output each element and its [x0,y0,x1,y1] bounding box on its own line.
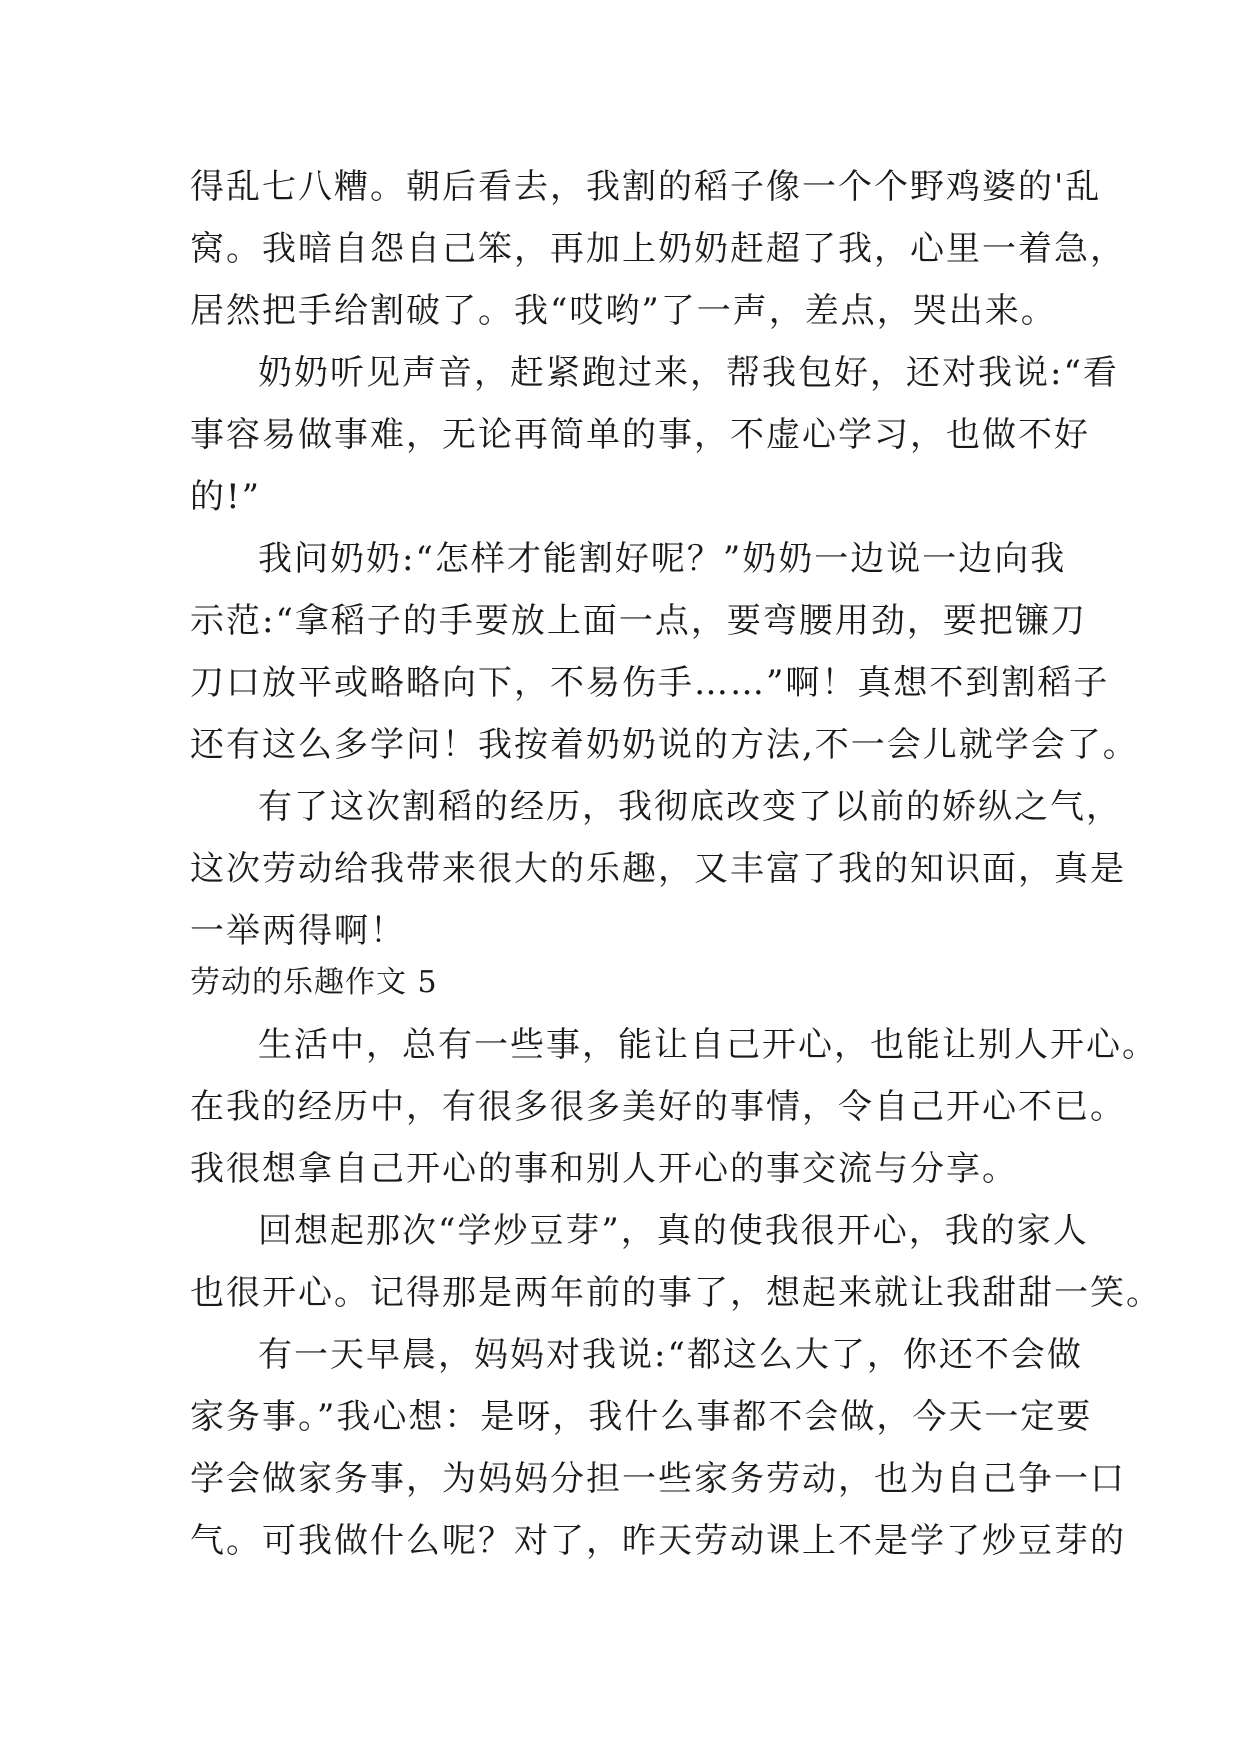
text-line: 一举两得啊！ [190,911,406,951]
text-line: 居然把手给割破了。我“哎哟”了一声，差点，哭出来。 [190,291,1057,331]
text-line: 这次劳动给我带来很大的乐趣，又丰富了我的知识面，真是 [190,849,1126,889]
text-line: 窝。我暗自怨自己笨，再加上奶奶赶超了我，心里一着急， [190,229,1126,269]
text-line: 有一天早晨，妈妈对我说:“都这么大了，你还不会做 [258,1335,1083,1375]
text-line: 学会做家务事，为妈妈分担一些家务劳动，也为自己争一口 [190,1459,1126,1499]
text-line: 也很开心。记得那是两年前的事了，想起来就让我甜甜一笑。 [190,1273,1162,1313]
text-line: 我问奶奶:“怎样才能割好呢？”奶奶一边说一边向我 [258,539,1067,579]
text-line: 在我的经历中，有很多很多美好的事情，令自己开心不已。 [190,1087,1126,1127]
text-line: 的!” [190,477,262,517]
essay-body-part-1 [190,156,1139,962]
text-line: 得乱七八糟。朝后看去，我割的稻子像一个个野鸡婆的'乱 [190,167,1102,207]
text-line: 生活中，总有一些事，能让自己开心，也能让别人开心。 [258,1025,1158,1065]
text-line: 示范:“拿稻子的手要放上面一点，要弯腰用劲，要把镰刀 [190,601,1087,641]
text-line: 刀口放平或略略向下，不易伤手……”啊！真想不到割稻子 [190,663,1110,703]
text-line: 气。可我做什么呢？对了，昨天劳动课上不是学了炒豆芽的 [190,1521,1126,1561]
essay-body-part-2 [190,1014,1162,1572]
text-line: 家务事。”我心想：是呀，我什么事都不会做，今天一定要 [190,1397,1093,1437]
text-line: 有了这次割稻的经历，我彻底改变了以前的娇纵之气， [258,787,1122,827]
text-line: 我很想拿自己开心的事和别人开心的事交流与分享。 [190,1149,1018,1189]
text-line: 还有这么多学问！我按着奶奶说的方法,不一会儿就学会了。 [190,725,1139,765]
text-line: 奶奶听见声音，赶紧跑过来，帮我包好，还对我说:“看 [258,353,1119,393]
section-title: 劳动的乐趣作文 5 [190,965,438,1000]
text-line: 回想起那次“学炒豆芽”，真的使我很开心，我的家人 [258,1211,1089,1251]
text-line: 事容易做事难，无论再简单的事，不虚心学习，也做不好 [190,415,1090,455]
